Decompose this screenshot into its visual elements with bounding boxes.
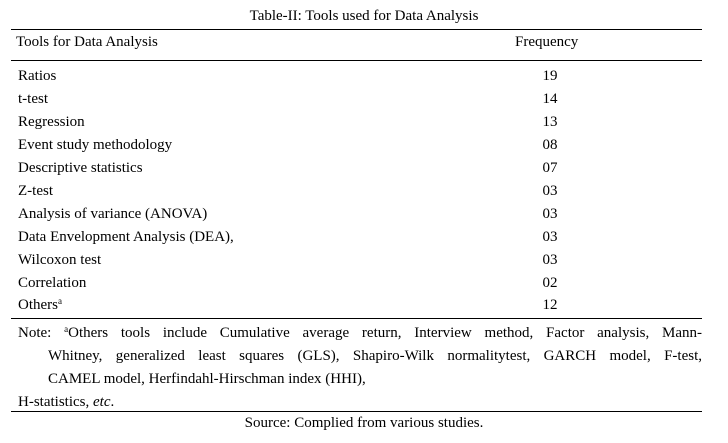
tool-cell: Ratios [18, 68, 57, 84]
header-rule [11, 60, 702, 61]
frequency-cell: 03 [542, 183, 558, 199]
header-tools: Tools for Data Analysis [16, 34, 158, 50]
frequency-cell: 03 [542, 252, 558, 268]
others-label: Others [18, 297, 58, 313]
header-frequency: Frequency [515, 34, 579, 50]
table-row [0, 68, 728, 91]
table-note [18, 322, 702, 414]
table-row [0, 137, 728, 160]
frequency-cell: 14 [542, 91, 558, 107]
table-row [0, 229, 728, 252]
frequency-cell: 02 [542, 275, 558, 291]
frequency-cell: 07 [542, 160, 558, 176]
table-caption: Table-II: Tools used for Data Analysis [249, 8, 479, 24]
note-etc: etc [93, 394, 111, 410]
tool-cell: Analysis of variance (ANOVA) [18, 206, 208, 222]
table-row [0, 206, 728, 229]
frequency-cell: 03 [542, 206, 558, 222]
frequency-cell: 03 [542, 229, 558, 245]
source-rule [11, 411, 702, 412]
tool-cell: Correlation [18, 275, 87, 291]
footnote-mark: a [64, 324, 69, 334]
table-row [0, 275, 728, 298]
frequency-cell: 13 [542, 114, 558, 130]
note-line: Whitney, generalized least squares (GLS), Shapiro-Wilk normalitytest, GARCH model, F-test, [48, 348, 702, 364]
table-row [0, 183, 728, 206]
table-row [0, 114, 728, 137]
tool-cell: Regression [18, 114, 85, 130]
table-row [0, 252, 728, 275]
note-period: . [110, 394, 115, 410]
top-rule [11, 29, 702, 30]
note-rule [11, 318, 702, 319]
note-line: CAMEL model, Herfindahl-Hirschman index (HHI), [48, 371, 366, 387]
tool-cell: Data Envelopment Analysis (DEA), [18, 229, 234, 245]
table-source: Source: Complied from various studies. [244, 415, 484, 431]
footnote-mark: a [58, 296, 62, 306]
tool-cell: Event study methodology [18, 137, 173, 153]
tool-cell: Descriptive statistics [18, 160, 143, 176]
tool-cell: t-test [18, 91, 48, 107]
table-row [0, 160, 728, 183]
frequency-cell: 19 [542, 68, 558, 84]
frequency-cell: 12 [542, 297, 558, 313]
tool-cell: Wilcoxon test [18, 252, 102, 268]
note-prefix: Note: [18, 325, 65, 341]
table-row [0, 297, 728, 320]
tool-cell: Z-test [18, 183, 53, 199]
note-text: H-statistics, [18, 394, 93, 410]
tool-cell [18, 297, 62, 314]
note-text: Others tools include Cumulative average return, Interview method, Factor analysis, Mann- [68, 325, 702, 341]
frequency-cell: 08 [542, 137, 558, 153]
note-line [18, 322, 702, 345]
table-row [0, 91, 728, 114]
